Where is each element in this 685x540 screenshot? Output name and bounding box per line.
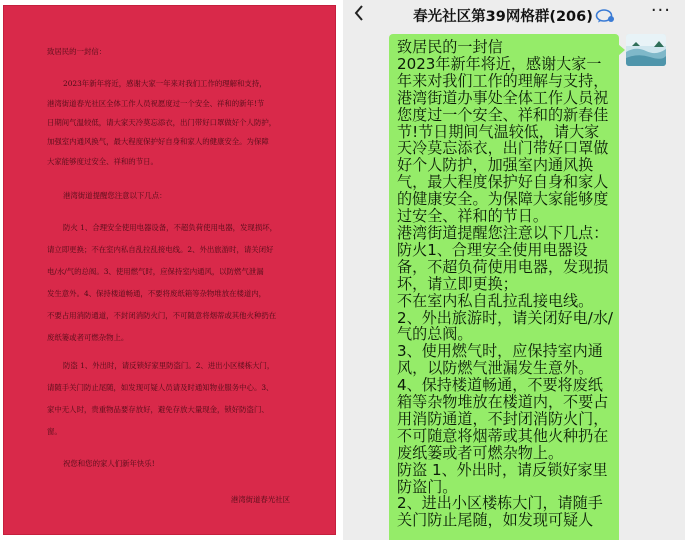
- avatar-image: [626, 34, 666, 66]
- message-paragraph: 3、使用燃气时，应保持室内通风，以防燃气泄漏发生意外。: [397, 342, 603, 378]
- message-paragraph: 4、保持楼道畅通，不要将废纸箱等杂物堆放在楼道内，不要占用消防通道，不封闭消防火门，不可随意将烟蒂或其他火种扔在废纸篓或者可燃杂物上。: [397, 376, 609, 462]
- letter-line: 祝您和您的家人们新年快乐!: [63, 459, 155, 468]
- letter-line: 2023年新年将近，感谢大家一年来对我们工作的理解和支持，: [63, 79, 267, 88]
- letter-line: 致居民的一封信：: [47, 47, 107, 56]
- letter-line: 日期间气温较低，请大家天冷莫忘添衣，出门带好口罩做好个人防护，: [47, 118, 277, 127]
- message-paragraph: 不在室内私自乱拉乱接电线。: [397, 291, 594, 310]
- letter-line: 电/水/气的总阀。3、使用燃气时，应保持室内通风，以防燃气泄漏: [47, 267, 264, 276]
- letter-line: 港湾街道春光社区全体工作人员祝愿度过一个安全、祥和的新年!节: [47, 99, 265, 108]
- more-options-button[interactable]: ···: [650, 0, 671, 21]
- letter-line: 发生意外。4、保持楼道畅通，不要将废纸箱等杂物堆放在楼道内，: [47, 289, 267, 298]
- letter-line: 窗。: [47, 427, 62, 436]
- chat-header: [343, 0, 685, 28]
- message-paragraph: 致居民的一封信: [397, 38, 503, 56]
- letter-line: 大家能够度过安全、祥和的节日。: [47, 157, 158, 166]
- letter-line: 防火 1、合理安全使用电器设备，不超负荷使用电器，发现损坏，: [63, 223, 277, 232]
- letter-line: 港湾街道提醒您注意以下几点：: [63, 191, 167, 200]
- message-paragraph: 2、外出旅游时，请关闭好电/水/气的总阀。: [397, 308, 613, 344]
- message-paragraph: 防火1、合理安全使用电器设备，不超负荷使用电器，发现损坏，请立即更换；: [397, 240, 609, 293]
- message-paragraph: 港湾街道提醒您注意以下几点：: [397, 223, 609, 242]
- message-paragraph: 防盗 1、外出时，请反锁好家里防盗门。: [397, 460, 608, 496]
- letter-line: 废纸篓或者可燃杂物上。: [47, 333, 129, 342]
- letter-line: 防盗 1、外出时，请反锁好家里防盗门。2、进出小区楼栋大门，: [63, 361, 275, 370]
- message-paragraph: 2、进出小区楼栋大门，请随手关门防止尾随，如发现可疑人: [397, 494, 603, 530]
- red-letter-photo: [3, 5, 336, 535]
- letter-line: 不要占用消防通道，不封闭消防火门，不可随意将烟蒂或其他火种扔在: [47, 311, 277, 320]
- avatar[interactable]: [626, 34, 666, 66]
- message-bubble-tail: [618, 44, 625, 56]
- message-paragraph: 2023年新年将近，感谢大家一年来对我们工作的理解与支持，港湾街道办事处全体工作人员祝您度过一个安全、祥和的新春佳节!节日期间气温较低，请大家天冷莫忘添衣，出门带好口罩做好个人防护，加强室内通风换气，最大程度保护好自身和家人的健康安全。为保障大家能够度过安全、祥和的节日。: [397, 54, 609, 226]
- letter-signature: 港湾街道春光社区: [230, 495, 290, 504]
- letter-line: 家中无人时，贵重物品要存放好，避免存放大量现金，锁好防盗门、: [47, 405, 269, 414]
- letter-line: 请随手关门防止尾随，如发现可疑人员请及时通知物业服务中心。3、: [47, 383, 274, 392]
- message-bubble[interactable]: [389, 34, 619, 540]
- chat-title-text: 春光社区第39网格群(206): [413, 9, 593, 25]
- chat-bubble-icon: [595, 9, 615, 27]
- letter-line: 加强室内通风换气，最大程度保护好自身和家人的健康安全。为保障: [47, 137, 269, 146]
- letter-line: 请立即更换；不在室内私自乱拉乱接电线。2、外出旅游时，请关闭好: [47, 245, 274, 254]
- chat-title: [343, 5, 685, 27]
- chat-screen: [343, 0, 685, 540]
